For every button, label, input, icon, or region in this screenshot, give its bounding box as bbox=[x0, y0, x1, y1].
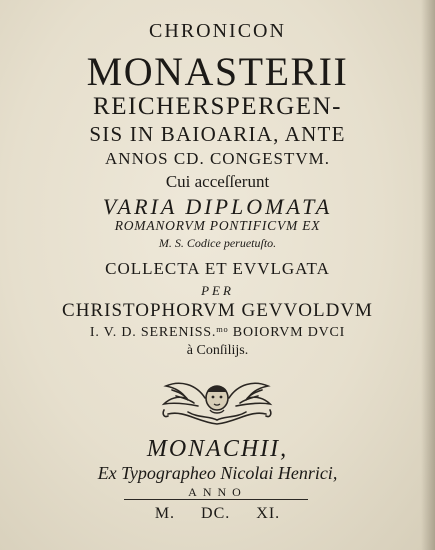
consiliis-line: à Conſilijs. bbox=[186, 343, 249, 358]
title-line-5: ANNOS CD. CONGESTVM. bbox=[105, 149, 330, 168]
author-title-line bbox=[0, 325, 435, 341]
imprint-printer: Ex Typographeo Nicolai Henrici, bbox=[97, 463, 338, 483]
cherub-ornament-icon bbox=[158, 370, 276, 426]
year-dc: DC. bbox=[201, 505, 231, 522]
imprint-city: MONACHII, bbox=[146, 436, 289, 462]
year-xi: XI. bbox=[256, 505, 281, 522]
pontificum-line: ROMANORVM PONTIFICVM EX bbox=[114, 218, 321, 233]
title-line-3: REICHERSPERGEN- bbox=[93, 93, 342, 120]
collecta-line: COLLECTA ET EVVLGATA bbox=[105, 259, 330, 278]
year-m: M. bbox=[154, 505, 176, 522]
author-title-text-end: BOIORVM DVCI bbox=[228, 325, 346, 340]
title-line-4: SIS IN BAIOARIA, ANTE bbox=[89, 122, 346, 146]
author-line: CHRISTOPHORVM GEVVOLDVM bbox=[62, 300, 373, 321]
title-line-2: MONASTERII bbox=[86, 49, 349, 94]
imprint-anno: ANNO bbox=[188, 485, 247, 499]
title-line-1: CHRONICON bbox=[149, 20, 286, 42]
imprint-year bbox=[0, 505, 435, 523]
subtitle-line: Cui acceſſerunt bbox=[165, 172, 270, 191]
diplomata-line: VARIA DIPLOMATA bbox=[102, 194, 333, 219]
codex-line: M. S. Codice peruetuſto. bbox=[158, 236, 277, 250]
per-line: PER bbox=[201, 283, 234, 298]
imprint-rule bbox=[124, 499, 308, 500]
author-title-superscript: mo bbox=[216, 325, 229, 335]
author-title-text: I. V. D. SERENISS. bbox=[89, 325, 217, 340]
